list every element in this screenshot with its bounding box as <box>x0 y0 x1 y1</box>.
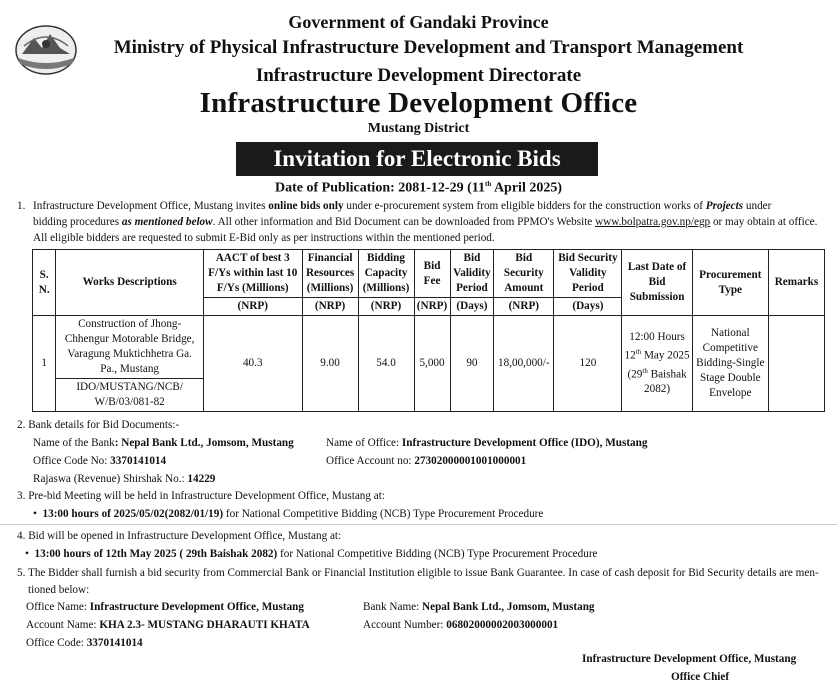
cell-bid-security: 18,00,000/- <box>494 316 554 412</box>
th-bid-security: Bid Security Amount <box>494 250 554 298</box>
th-last-date: Last Date of Bid Submission <box>622 250 692 316</box>
bank-name-line: Name of the Bank: Nepal Bank Ltd., Jomsom, Mustang <box>33 437 294 449</box>
cell-bid-validity: 90 <box>450 316 494 412</box>
th-bidding-capacity: Bidding Capacity (Millions) <box>358 250 414 298</box>
th-financial: Financial Resources (Millions) <box>302 250 358 298</box>
th-bid-fee: Bid Fee <box>414 250 450 298</box>
th-procurement: Procurement Type <box>692 250 768 316</box>
cell-contract-code: IDO/MUSTANG/NCB/ W/B/03/081-82 <box>56 379 204 412</box>
cell-bid-fee: 5,000 <box>414 316 450 412</box>
th-bid-validity: Bid Validity Period <box>450 250 494 298</box>
signature-office: Infrastructure Development Office, Mustang <box>582 653 797 665</box>
unit-financial: (NRP) <box>302 298 358 316</box>
header-district: Mustang District <box>367 121 470 136</box>
title-banner: Invitation for Electronic Bids <box>236 142 598 176</box>
deposit-bank-line: Bank Name: Nepal Bank Ltd., Jomsom, Mustang <box>363 601 595 613</box>
table-header-row <box>33 250 825 298</box>
cell-security-validity: 120 <box>554 316 622 412</box>
bid-table <box>32 249 825 412</box>
signature-title: Office Chief <box>671 671 730 683</box>
deposit-account-number-line: Account Number: 06802000002003000001 <box>363 619 559 631</box>
cell-remarks <box>768 316 824 412</box>
header-directorate: Infrastructure Development Directorate <box>255 65 582 86</box>
deposit-office-code-line: Office Code: 3370141014 <box>26 637 143 649</box>
section-5-line2: tioned below: <box>28 584 90 596</box>
page-divider <box>0 522 837 524</box>
th-sn: S. N. <box>33 250 56 316</box>
ppmo-website-link[interactable]: www.bolpatra.gov.np/egp <box>595 216 711 228</box>
rajaswa-line: Rajaswa (Revenue) Shirshak No.: 14229 <box>33 473 216 485</box>
office-name-line: Name of Office: Infrastructure Development Office (IDO), Mustang <box>326 437 648 449</box>
opening-bullet: • 13:00 hours of 12th May 2025 ( 29th Baishak 2082) for National Competitive Bidding (NCB) Type Procurement Procedure <box>25 548 598 560</box>
unit-bid-security: (NRP) <box>494 298 554 316</box>
section-2-title: 2. Bank details for Bid Documents:- <box>17 419 180 431</box>
unit-bid-fee: (NRP) <box>414 298 450 316</box>
deposit-account-name-line: Account Name: KHA 2.3- MUSTANG DHARAUTI KHATA <box>26 619 310 631</box>
publication-date: Date of Publication: 2081-12-29 (11th April 2025) <box>275 180 562 196</box>
section-5-line1: 5. The Bidder shall furnish a bid security from Commercial Bank or Financial Institution eligible to issue Bank Guarantee. In case of cash deposit for Bid Security details are men- <box>17 567 819 579</box>
paragraph-1: 1. Infrastructure Development Office, Mustang invites online bids only under e-procurement system from eligible bidders for the construction works of Projects under bidding procedures as mentioned below. All other information and Bid Document can be downloaded from PPMO's Website www.bolpatra.gov.np/egp or may obtain at office. All eligible bidders are requested to submit E-Bid only as per instructions within the mentioned period. <box>17 200 818 244</box>
header-office: Infrastructure Development Office <box>199 87 638 119</box>
paragraph-number: 1. <box>17 200 26 212</box>
th-works: Works Descriptions <box>56 250 204 316</box>
cell-works: Construction of Jhong-Chhengur Motorable Bridge, Varagung Muktichhetra Ga. Pa., Mustang <box>56 316 204 379</box>
table-row <box>33 316 825 379</box>
cell-sn: 1 <box>33 316 56 412</box>
cell-financial: 9.00 <box>302 316 358 412</box>
unit-bid-validity: (Days) <box>450 298 494 316</box>
unit-aact: (NRP) <box>203 298 302 316</box>
office-account-line: Office Account no: 27302000001001000001 <box>326 455 527 467</box>
cell-last-date: 12:00 Hours 12th May 2025 (29th Baishak 2082) <box>622 316 692 412</box>
unit-bidding-capacity: (NRP) <box>358 298 414 316</box>
th-security-validity: Bid Security Validity Period <box>554 250 622 298</box>
deposit-office-line: Office Name: Infrastructure Development Office, Mustang <box>26 601 304 613</box>
cell-procurement: National Competitive Bidding-Single Stage Double Envelope <box>692 316 768 412</box>
prebid-bullet: • 13:00 hours of 2025/05/02(2082/01/19) for National Competitive Bidding (NCB) Type Procurement Procedure <box>33 508 544 520</box>
cell-aact: 40.3 <box>203 316 302 412</box>
header-government: Government of Gandaki Province <box>288 12 549 32</box>
unit-security-validity: (Days) <box>554 298 622 316</box>
section-3-title: 3. Pre-bid Meeting will be held in Infrastructure Development Office, Mustang at: <box>17 490 385 502</box>
header-ministry: Ministry of Physical Infrastructure Development and Transport Management <box>113 37 744 58</box>
th-aact: AACT of best 3 F/Ys within last 10 F/Ys (Millions) <box>203 250 302 298</box>
cell-bidding-capacity: 54.0 <box>358 316 414 412</box>
th-remarks: Remarks <box>768 250 824 316</box>
office-code-line: Office Code No: 3370141014 <box>33 455 167 467</box>
section-4-title: 4. Bid will be opened in Infrastructure Development Office, Mustang at: <box>17 530 342 542</box>
